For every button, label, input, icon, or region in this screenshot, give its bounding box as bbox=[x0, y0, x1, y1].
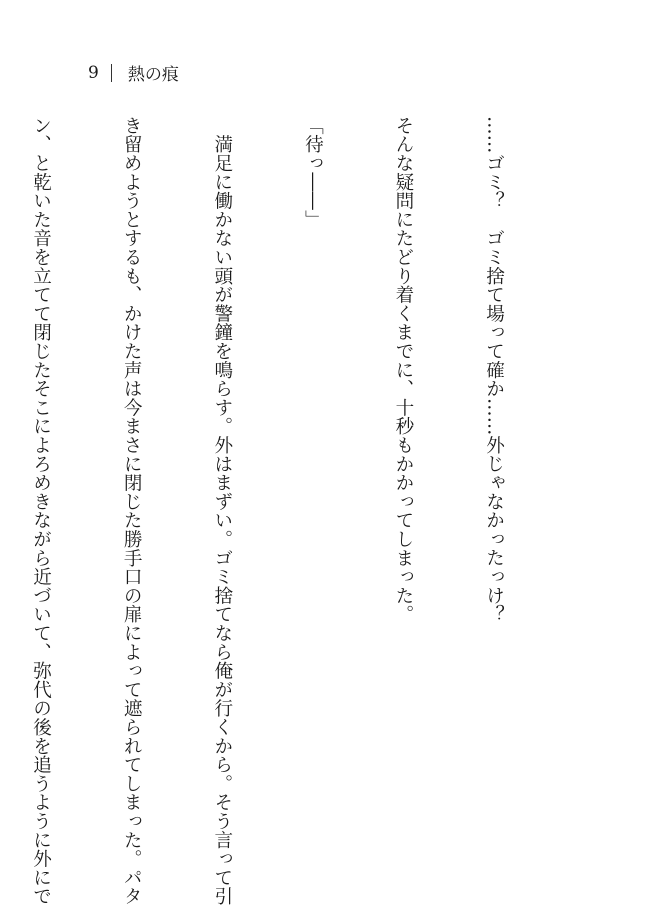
header-divider bbox=[111, 64, 112, 82]
page-number: 9 bbox=[88, 62, 99, 83]
text-line: き留めようとするも、かけた声は今まさに閉じた勝手口の扉によって遮られてしまった。パタ bbox=[121, 116, 143, 906]
running-header bbox=[88, 60, 179, 85]
text-line: ン、と乾いた音を立てて閉じたそこによろめきながら近づいて、弥代の後を追うように外にで bbox=[30, 116, 52, 906]
text-line: 満足に働かない頭が警鐘を鳴らす。外はまずい。ゴミ捨てなら俺が行くから。そう言って引 bbox=[211, 116, 233, 906]
text-line: そんな疑問にたどり着くまでに、十秒もかかってしまった。 bbox=[392, 116, 414, 624]
text-line: ……ゴミ？ ゴミ捨て場って確か……外じゃなかったっけ？ bbox=[483, 116, 505, 624]
text-line: 「待っ――」 bbox=[302, 116, 324, 229]
novel-text-column bbox=[0, 116, 569, 906]
chapter-title: 熱の痕 bbox=[127, 65, 179, 85]
